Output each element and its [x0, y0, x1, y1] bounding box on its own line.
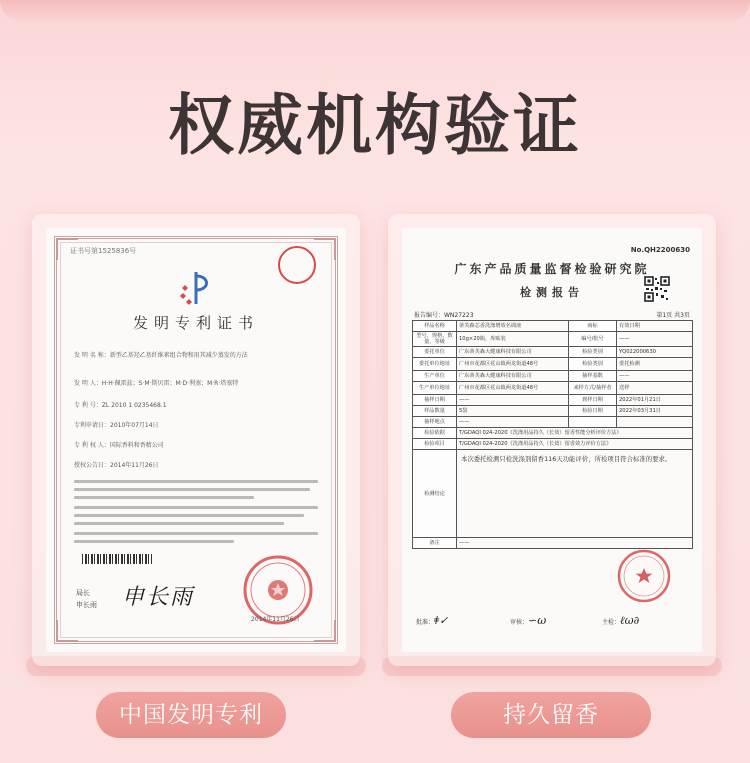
table-row: 抽样地点 —— — [413, 417, 693, 428]
body-text-line — [74, 532, 318, 535]
barcode — [82, 554, 152, 564]
certificate-heading: 发明专利证书 — [132, 314, 259, 332]
body-text-line — [74, 480, 318, 483]
table-row: 样品名称 蒂芙森芯香洗涤增效名调液 商标 有效日期 — [413, 321, 693, 332]
report-number: 报告编号：WN27223 — [414, 312, 474, 319]
seal-date: 2014年11月26日 — [251, 616, 300, 623]
certificate-number: 证书号第1525836号 — [70, 247, 137, 255]
institute-name: 广东产品质量监督检验研究院 — [454, 262, 650, 276]
fragrance-label-pill: 持久留香 — [451, 692, 651, 738]
grant-date: 授权公告日：2014年11月26日 — [74, 462, 159, 469]
page-title: 权威机构验证 — [168, 87, 582, 164]
patent-label-pill: 中国发明专利 — [96, 692, 286, 738]
patent-number: 专 利 号：ZL 2010 1 0235468.1 — [74, 402, 167, 409]
report-title: 检测报告 — [520, 286, 584, 299]
body-text-line — [74, 488, 310, 491]
inventor: 发 明 人：H·H·佩雷兹；S·M·斯贝雷；M·D·利塞；M·R·塔塞特 — [74, 380, 239, 387]
body-text-line — [74, 522, 284, 525]
director-name: 申长雨 — [76, 601, 97, 609]
corner-ornament — [314, 238, 336, 260]
filing-date: 专利申请日：2010年07月14日 — [74, 422, 159, 429]
body-text-line — [74, 540, 234, 543]
table-row: 委托单位地址 广州市花都区花山镇两龙街道48号 检验类别 委托检测 — [413, 358, 693, 371]
corner-ornament — [56, 620, 78, 642]
inspection-stamp — [616, 548, 672, 604]
report-frame — [388, 214, 716, 666]
table-row: 样品数量 5袋 检验日期 2022年03月31日 — [413, 406, 693, 417]
patent-office-logo — [176, 268, 216, 308]
top-decoration — [0, 0, 750, 22]
table-row: 委托单位 广东蒂芙森大健康科技有限公司 检验类别 YQ022000630 — [413, 347, 693, 358]
table-row: 生产单位 广东蒂芙森大健康科技有限公司 抽样基数 —— — [413, 371, 693, 382]
page-indicator: 第1页 共3页 — [656, 312, 690, 319]
report-serial: No.QH2200630 — [630, 246, 690, 254]
invention-name: 发 明 名 称：新型乙基羟乙基纤维素组合物和用其减少蒸发的方法 — [74, 352, 248, 359]
body-text-line — [74, 506, 318, 509]
patent-certificate — [46, 228, 346, 652]
director-signature: 申长雨 — [122, 585, 195, 610]
table-row: 检验依据 T/GDAQI 024-2020《洗涤用品持久（长效）留香性能分析评价方法》 — [413, 428, 693, 439]
ipo-emblem — [278, 246, 316, 284]
body-text-line — [74, 514, 304, 517]
table-row: 备注 —— — [413, 538, 693, 549]
qr-code-icon — [644, 276, 670, 302]
table-row: 检验项目 T/GDAQI 024-2020《洗涤用品持久（长效）留香效力评价方法》 — [413, 439, 693, 450]
conclusion-row: 检测结论 本次委托检测只检洗涤剂留香116天功能评价，所检项目符合标准的要求。 — [413, 450, 693, 538]
body-text-line — [74, 496, 254, 499]
report-table — [412, 320, 693, 549]
reviewer-signature: 审核：∽ω — [510, 614, 547, 627]
patent-frame — [32, 214, 360, 666]
director-title: 局长 — [76, 589, 90, 597]
patentee: 专 利 权 人：国际香料和香精公司 — [74, 442, 164, 449]
test-report — [402, 228, 702, 652]
tester-signature: 主检：ℓω∂ — [602, 614, 640, 627]
table-row: 型号、规格、数量、等级 10g×20瓶，库贴装 编号/批号 —— — [413, 332, 693, 347]
table-row: 生产单位地址 广州市花都区花山镇两龙街道48号 来样方式/抽样者 送样 — [413, 382, 693, 395]
corner-ornament — [314, 620, 336, 642]
table-row: 抽样日期 —— 到样日期 2022年01月21日 — [413, 395, 693, 406]
approver-signature: 批准：ǂ✓ — [416, 614, 449, 627]
